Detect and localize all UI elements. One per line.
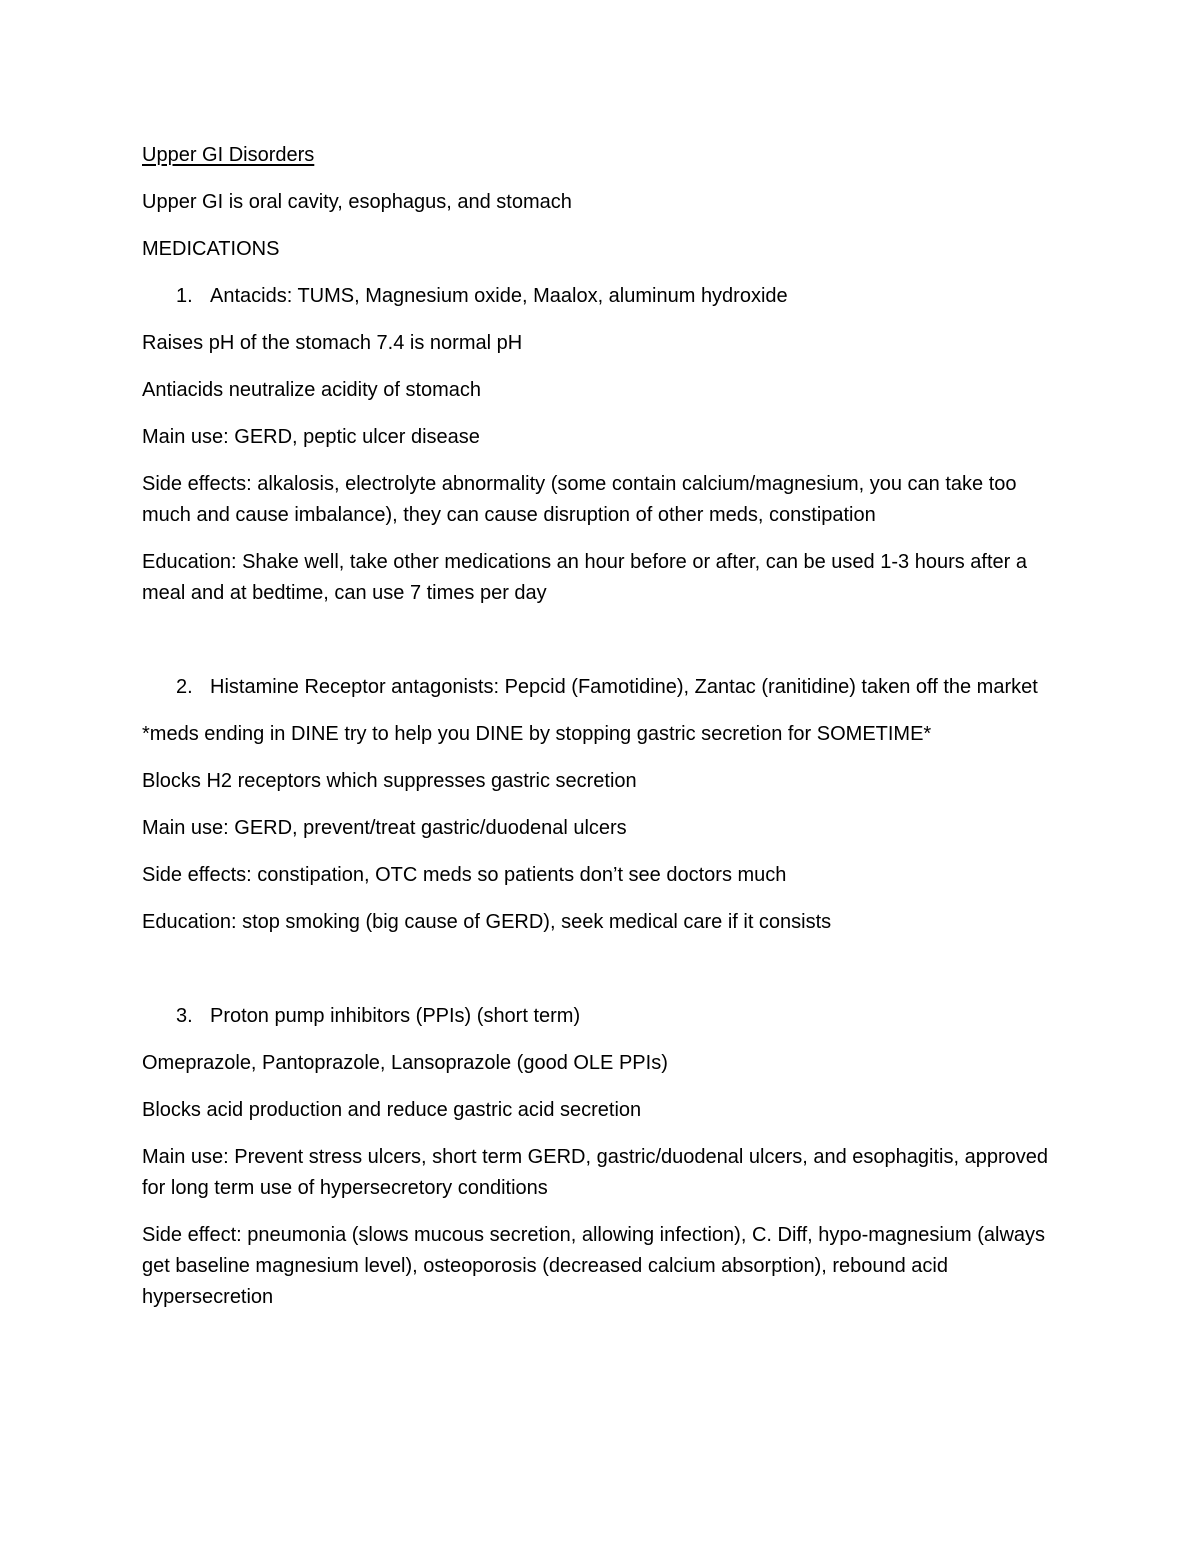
paragraph: Main use: GERD, prevent/treat gastric/duodenal ulcers	[142, 817, 627, 839]
paragraph: Omeprazole, Pantoprazole, Lansoprazole (good OLE PPIs)	[142, 1052, 668, 1074]
document-page	[142, 140, 1062, 1329]
section-heading: MEDICATIONS	[142, 238, 280, 260]
list-item-text: Proton pump inhibitors (PPIs) (short term)	[210, 1005, 581, 1027]
paragraph: Education: stop smoking (big cause of GERD), seek medical care if it consists	[142, 911, 832, 933]
paragraph: Raises pH of the stomach 7.4 is normal pH	[142, 332, 523, 354]
intro-text: Upper GI is oral cavity, esophagus, and stomach	[142, 191, 572, 213]
paragraph: Blocks acid production and reduce gastric acid secretion	[142, 1099, 642, 1121]
paragraph: Education: Shake well, take other medications an hour before or after, can be used 1-3 hours after a meal and at bedtime, can use 7 times per day	[142, 551, 1027, 604]
list-item-antacids	[142, 281, 1062, 312]
list-item-proton-pump-inhibitors	[142, 1001, 1062, 1032]
paragraph: *meds ending in DINE try to help you DINE by stopping gastric secretion for SOMETIME*	[142, 723, 932, 745]
paragraph: Antiacids neutralize acidity of stomach	[142, 379, 482, 401]
list-number: 3.	[176, 1005, 193, 1027]
list-number: 1.	[176, 285, 193, 307]
document-title: Upper GI Disorders	[142, 144, 315, 166]
paragraph: Side effects: constipation, OTC meds so patients don’t see doctors much	[142, 864, 787, 886]
paragraph: Side effects: alkalosis, electrolyte abnormality (some contain calcium/magnesium, you can take too much and cause imbalance), they can cause disruption of other meds, constipation	[142, 473, 1017, 526]
paragraph: Main use: GERD, peptic ulcer disease	[142, 426, 480, 448]
paragraph: Side effect: pneumonia (slows mucous secretion, allowing infection), C. Diff, hypo-magnesium (always get baseline magnesium level), osteoporosis (decreased calcium absorption), rebound acid hypersecretion	[142, 1224, 1046, 1308]
paragraph: Main use: Prevent stress ulcers, short term GERD, gastric/duodenal ulcers, and esophagitis, approved for long term use of hypersecretory conditions	[142, 1146, 1048, 1199]
list-number: 2.	[176, 676, 193, 698]
spacer	[142, 625, 1062, 672]
list-item-text: Antacids: TUMS, Magnesium oxide, Maalox, aluminum hydroxide	[210, 285, 788, 307]
list-item-text: Histamine Receptor antagonists: Pepcid (Famotidine), Zantac (ranitidine) taken off the market	[210, 676, 1038, 698]
spacer	[142, 954, 1062, 1001]
list-item-histamine-antagonists	[142, 672, 1062, 703]
paragraph: Blocks H2 receptors which suppresses gastric secretion	[142, 770, 637, 792]
